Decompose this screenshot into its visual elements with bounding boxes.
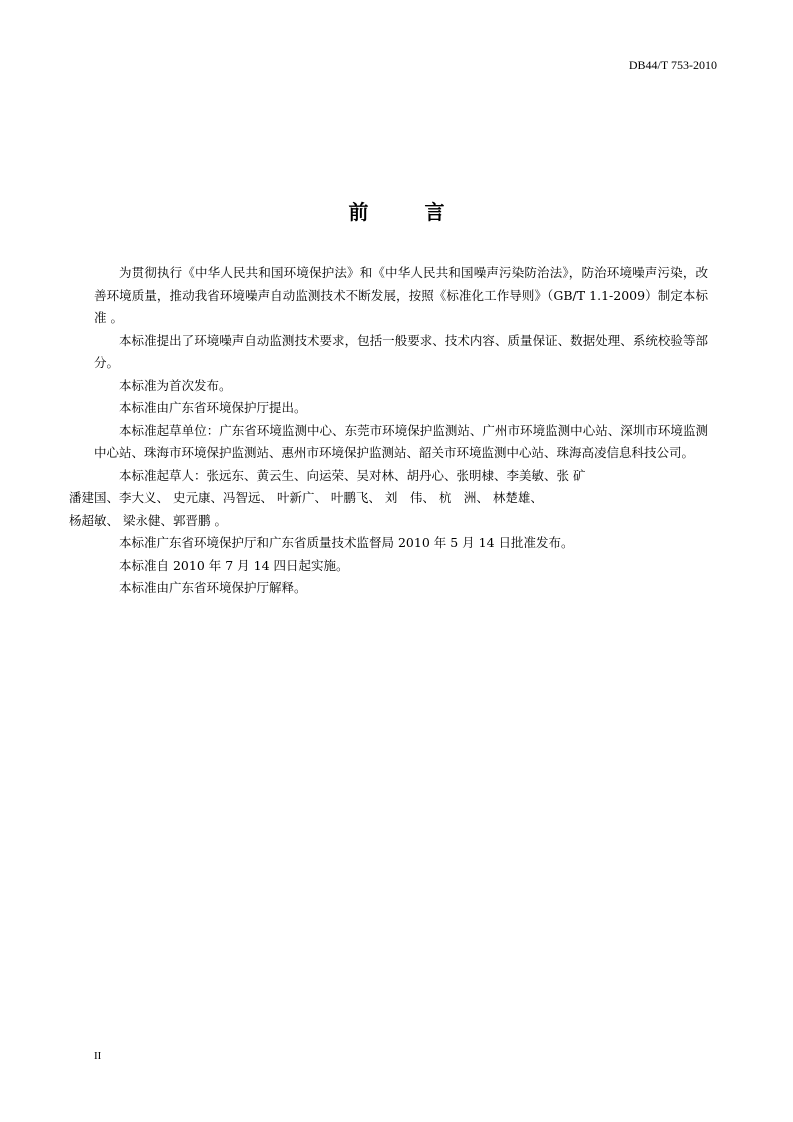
paragraph-scope: 本标准提出了环境噪声自动监测技术要求，包括一般要求、技术内容、质量保证、数据处理、系统校验等部分。 <box>94 332 708 370</box>
paragraph-drafting-units: 本标准起草单位：广东省环境监测中心、东莞市环境保护监测站、广州市环境监测中心站、深圳市环境监测中心站、珠海市环境保护监测站、惠州市环境保护监测站、韶关市环境监测中心站、珠海高凌信息科技公司。 <box>94 422 708 460</box>
paragraph-approval: 本标准广东省环境保护厅和广东省质量技术监督局 2010 年 5 月 14 日批准发布。 <box>119 535 574 550</box>
drafters-line-3: 杨超敏、 梁永健、郭晋鹏 。 <box>69 512 227 528</box>
paragraph-interpretation: 本标准由广东省环境保护厅解释。 <box>119 580 307 595</box>
paragraph-first-release: 本标准为首次发布。 <box>119 377 232 393</box>
paragraph-effective-date: 本标准自 2010 年 7 月 14 四日起实施。 <box>119 557 349 573</box>
paragraph-purpose: 为贯彻执行《中华人民共和国环境保护法》和《中华人民共和国噪声污染防治法》，防治环境噪声污染，改善环境质量，推动我省环境噪声自动监测技术不断发展，按照《标准化工作导则》（GB/T 1.1-2009）制定本标准 。 <box>94 265 708 325</box>
page-title: 前 言 <box>348 200 463 224</box>
drafters-line-2: 潘建国、李大义、 史元康、冯智远、 叶新广、 叶鹏飞、 刘 伟、 杭 洲、 林楚雄、 <box>69 490 543 505</box>
foreword-body <box>69 262 708 600</box>
paragraph-proposer: 本标准由广东省环境保护厅提出。 <box>119 400 307 415</box>
drafters-line-1: 本标准起草人：张远东、黄云生、向运荣、吴对林、胡丹心、张明棣、李美敏、张 矿 <box>119 467 586 483</box>
paragraph-drafters <box>69 465 708 533</box>
page-number: II <box>94 1050 102 1062</box>
document-code: DB44/T 753-2010 <box>628 58 717 72</box>
